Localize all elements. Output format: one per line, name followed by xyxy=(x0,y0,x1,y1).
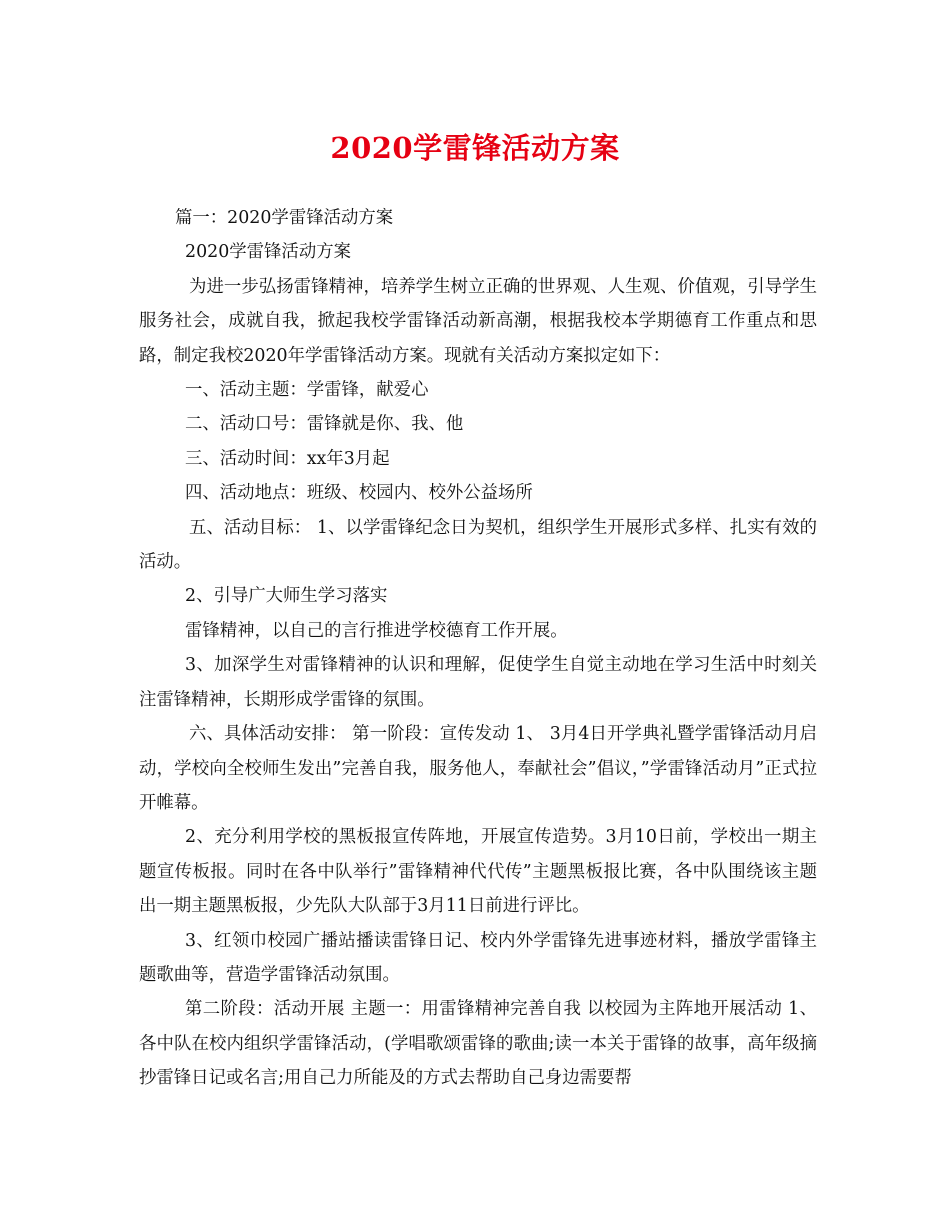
paragraph-time: 三、活动时间：xx年3月起 xyxy=(185,448,390,469)
paragraph-goal-2-cont: 雷锋精神，以自己的言行推进学校德育工作开展。 xyxy=(185,620,568,641)
paragraph-intro: 为进一步弘扬雷锋精神，培养学生树立正确的世界观、人生观、价值观，引导学生服务社会，成就自我，掀起我校学雷锋活动新高潮，根据我校本学期德育工作重点和思路，制定我校2020年学雷锋活动方案。现就有关活动方案拟定如下： xyxy=(139,276,817,366)
paragraph-subtitle: 2020学雷锋活动方案 xyxy=(185,242,351,263)
document-title: 2020学雷锋活动方案 xyxy=(330,131,620,165)
paragraph-broadcast: 3、红领巾校园广播站播读雷锋日记、校内外学雷锋先进事迹材料，播放学雷锋主题歌曲等，营造学雷锋活动氛围。 xyxy=(139,930,817,985)
paragraph-goal-3: 3、加深学生对雷锋精神的认识和理解，促使学生自觉主动地在学习生活中时刻关注雷锋精神，长期形成学雷锋的氛围。 xyxy=(139,655,817,710)
paragraph-section-heading: 篇一：2020学雷锋活动方案 xyxy=(175,208,394,228)
paragraph-schedule-stage-1: 六、具体活动安排： 第一阶段：宣传发动 1、 3月4日开学典礼暨学雷锋活动月启动，学校向全校师生发出”完善自我，服务他人，奉献社会”倡议，”学雷锋活动月”正式拉开帷幕。 xyxy=(139,724,817,813)
document-body xyxy=(139,201,817,1096)
paragraph-slogan: 二、活动口号：雷锋就是你、我、他 xyxy=(185,414,464,435)
paragraph-location: 四、活动地点：班级、校园内、校外公益场所 xyxy=(185,483,533,504)
paragraph-blackboard: 2、充分利用学校的黑板报宣传阵地，开展宣传造势。3月10日前，学校出一期主题宣传板报。同时在各中队举行”雷锋精神代代传”主题黑板报比赛，各中队围绕该主题出一期主题黑板报，少先队大队部于3月11日前进行评比。 xyxy=(139,827,817,917)
paragraph-goal-1: 五、活动目标： 1、以学雷锋纪念日为契机，组织学生开展形式多样、扎实有效的活动。 xyxy=(139,517,817,573)
paragraph-stage-2: 第二阶段：活动开展 主题一：用雷锋精神完善自我 以校园为主阵地开展活动 1、各中队在校内组织学雷锋活动，(学唱歌颂雷锋的歌曲;读一本关于雷锋的故事，高年级摘抄雷锋日记或名言;用自己力所能及的方式去帮助自己身边需要帮 xyxy=(139,999,817,1089)
paragraph-goal-2: 2、引导广大师生学习落实 xyxy=(185,586,388,607)
paragraph-theme: 一、活动主题：学雷锋，献爱心 xyxy=(185,380,429,401)
